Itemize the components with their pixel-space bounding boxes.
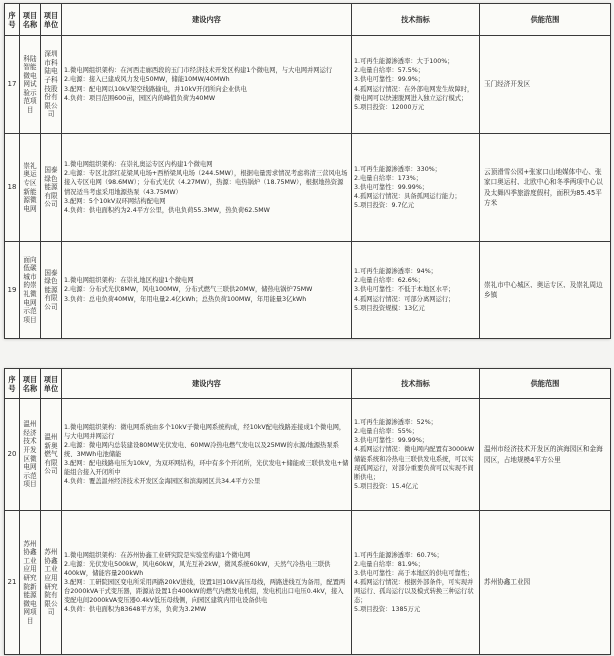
- content-line: 3.配网：5个10kV双环网结构配电网: [64, 197, 166, 205]
- row-project-unit: 温州新奥燃气有限公司: [41, 399, 62, 511]
- metric-line: 4.孤网运行情况：可部分离网运行；: [354, 295, 455, 303]
- metric-line: 2.电量自给率：81.9%；: [354, 560, 425, 568]
- metric-line: 3.供电可靠性：99.99%；: [354, 183, 429, 191]
- document-page-2: [4, 368, 610, 654]
- metric-line: 4.孤网运行情况：根据外部条件，可实现并网运行、孤岛运行以及模式转换三种运行状态；: [354, 578, 474, 605]
- metric-line: 2.电量自给率：55%；: [354, 428, 419, 436]
- content-line: 1.微电网组织架构：微电网系统由多个10kV子微电网系统构成，经10kV配电线路连接成1个微电网，与大电网并网运行: [64, 423, 346, 440]
- table-row: [5, 511, 611, 655]
- content-line: 4.负荷：覆盖温州经济技术开发区金海园区和滨海园区共34.4平方公里: [64, 478, 261, 486]
- row-supply-scope: 云顶滑雪公园+张家口山地媒体中心、张家口奥运村、北欧中心和冬季两项中心以及太舞四季旅游度假村，面积为85.45平方米: [480, 134, 611, 242]
- content-line: 3.配网：配电线路电压为10kV，为双环网结构，环中有多个开闭所，光伏发电+储能或三联供发电+储能组合接入开闭所中: [64, 460, 349, 477]
- metric-line: 1.可再生能源渗透率：60.7%；: [354, 551, 443, 559]
- row-seq: 20: [5, 399, 20, 511]
- row-supply-scope: 温州市经济技术开发区的滨海园区和金海园区，占地规模4平方公里: [480, 399, 611, 511]
- row-construction-content: [62, 36, 352, 134]
- document-page-1: [4, 3, 610, 338]
- header-scope: 供能范围: [480, 369, 611, 399]
- table-header-row: [5, 4, 611, 36]
- content-line: 1.微电网组织架构：在崇礼奥运专区内构建1个微电网: [64, 161, 213, 169]
- row-construction-content: [62, 134, 352, 242]
- metric-line: 3.供电可靠性：99.9%；: [354, 76, 425, 84]
- table-row: [5, 399, 611, 511]
- header-scope: 供能范围: [480, 4, 611, 36]
- content-line: 3.负荷：总电负荷40MW，年用电量2.4亿kWh；总热负荷100MW，年用能量3亿kWh: [64, 295, 307, 303]
- header-seq: 序号: [5, 4, 20, 36]
- metric-line: 5.项目投资：9.7亿元: [354, 202, 415, 210]
- content-line: 4.负荷：供电面积约为2.4平方公里，供电负荷55.3MW，热负荷62.5MW: [64, 206, 270, 214]
- metric-line: 1.可再生能源渗透率：大于100%；: [354, 58, 454, 66]
- content-line: 3.配网：配电网以10kV架空线路输电，并10kV开闭所向企业供电: [64, 85, 247, 93]
- row-seq: 21: [5, 511, 20, 655]
- content-line: 2.电源：微电网内总装建设80MW光伏发电、60MW冷热电燃气发电以及25MW的水源/地源热泵系统、3MWh电池储能: [64, 441, 339, 458]
- row-seq: 18: [5, 134, 20, 242]
- content-line: 4.负荷：项目范围600亩，园区内的峰值负荷为40MW: [64, 94, 216, 102]
- row-technical-metrics: [352, 399, 480, 511]
- row-technical-metrics: [352, 36, 480, 134]
- row-technical-metrics: [352, 134, 480, 242]
- metric-line: 4.孤网运行情况：微电网内配置有3000kW储能系统和冷热电三联供发电系统，可以实现孤网运行，对部分重要负荷可以实现不间断供电；: [354, 446, 475, 481]
- content-line: 1.微电网组织架构：在崇礼地区构建1个微电网: [64, 277, 194, 285]
- row-project-unit: 苏州协鑫工业应用研究院有限公司: [41, 511, 62, 655]
- metric-line: 1.可再生能源渗透率：52%；: [354, 419, 437, 426]
- row-technical-metrics: [352, 511, 480, 655]
- header-name: 项目名称: [20, 369, 41, 399]
- row-project-name: 面向低碳城市的崇礼微电网示范项目: [20, 242, 41, 339]
- row-project-name: 温州经济技术开发区微电网示范项目: [20, 399, 41, 511]
- project-table-1: [4, 3, 611, 339]
- metric-line: 2.电量自给率：57.5%；: [354, 67, 425, 75]
- row-supply-scope: 苏州协鑫工业园: [480, 511, 611, 655]
- row-project-unit: 国泰绿色能源有限公司: [41, 242, 62, 339]
- row-seq: 19: [5, 242, 20, 339]
- table-row: [5, 134, 611, 242]
- content-line: 1.微电网组织架构：在河西走廊西段的玉门市经济技术开发区构建1个微电网，与大电网并网运行: [64, 67, 333, 75]
- row-construction-content: [62, 399, 352, 511]
- metric-line: 2.电量自给率：173%；: [354, 174, 423, 182]
- header-content: 建设内容: [62, 4, 352, 36]
- metric-line: 4.孤网运行情况：在外部电网发生故障时，微电网可以快速脱网进入独立运行模式；: [354, 85, 474, 102]
- metric-line: 5.项目投资：15.4亿元: [354, 482, 419, 490]
- header-unit: 项目单位: [41, 4, 62, 36]
- table-row: [5, 242, 611, 339]
- header-metrics: 技术指标: [352, 369, 480, 399]
- row-technical-metrics: [352, 242, 480, 339]
- content-line: 2.电源：专区北部红花梁风电场+西桥梁风电场（244.5MW），根据电量需求情况考虑将清三营风电场接入专区电网（98.6MW）；分布式光伏（4.27MW），热源：电热锅炉（18.75MW），根据地热资源情况适当考虑采用地源热泵（43.75MW）: [64, 170, 348, 196]
- header-unit: 项目单位: [41, 369, 62, 399]
- row-project-unit: 深圳市科陆电子科技股份有限公司: [41, 36, 62, 134]
- row-seq: 17: [5, 36, 20, 134]
- row-project-unit: 国泰绿色能源有限公司: [41, 134, 62, 242]
- metric-line: 3.供电可靠性：99.99%；: [354, 437, 429, 445]
- project-table-2: [4, 368, 611, 655]
- metric-line: 3.供电可靠性：高于本地区的供电可靠性；: [354, 569, 474, 577]
- metric-line: 3.供电可靠性：不低于本地区水平；: [354, 286, 455, 294]
- content-line: 4.负荷：供电面积为83648平方米，负荷为3.2MW: [64, 606, 207, 614]
- header-metrics: 技术指标: [352, 4, 480, 36]
- metric-line: 1.可再生能源渗透率：94%；: [354, 268, 437, 276]
- content-line: 1.微电网组织架构：在苏州协鑫工业研究院是实验室构建1个微电网: [64, 551, 251, 559]
- row-project-name: 崇礼奥运专区新能源微电网: [20, 134, 41, 242]
- metric-line: 5.项目投资：12000万元: [354, 103, 425, 111]
- metric-line: 5.项目投资：1385万元: [354, 606, 421, 614]
- header-seq: 序号: [5, 369, 20, 399]
- content-line: 3.配网：工研院园区变电所采用两路20kV进线，设置1回10kV高压母线，两路进线互为备用，配置两台2000kVA干式变压器，距源站设置1台400kW的燃气内燃发电机组，发电机出口电压0.4kV，接入变配电间2000kVA变压器0.4kV低压母线侧，向园区建筑内用电设备供电: [64, 578, 346, 605]
- row-project-name: 苏州协鑫工业应用研究院新能源微电网项目: [20, 511, 41, 655]
- content-line: 2.电源：光伏发电500kW，风电60kW，风光互补2kW，微风系统60kW，天然气冷热电三联供400kW，储能容量200kWh: [64, 560, 331, 577]
- table-row: [5, 36, 611, 134]
- row-supply-scope: 崇礼市中心城区、奥运专区、及崇礼周边乡镇: [480, 242, 611, 339]
- table-header-row: [5, 369, 611, 399]
- metric-line: 5.项目投资规模：13亿元: [354, 304, 425, 312]
- header-content: 建设内容: [62, 369, 352, 399]
- row-construction-content: [62, 511, 352, 655]
- row-supply-scope: 玉门经济开发区: [480, 36, 611, 134]
- metric-line: 4.孤网运行情况：具备孤网运行能力；: [354, 193, 461, 201]
- content-line: 2.电源：分布式光伏8MW，风电100MW，分布式燃气三联供20MW，储热电锅炉75MW: [64, 286, 313, 294]
- metric-line: 1.可再生能源渗透率：330%；: [354, 165, 441, 173]
- header-name: 项目名称: [20, 4, 41, 36]
- metric-line: 2.电量自给率：62.6%；: [354, 277, 425, 285]
- row-construction-content: [62, 242, 352, 339]
- row-project-name: 科陆智能微电网试验示范项目: [20, 36, 41, 134]
- content-line: 2.电源：接入已建成风力发电50MW，储能10MW/40MWh: [64, 76, 230, 84]
